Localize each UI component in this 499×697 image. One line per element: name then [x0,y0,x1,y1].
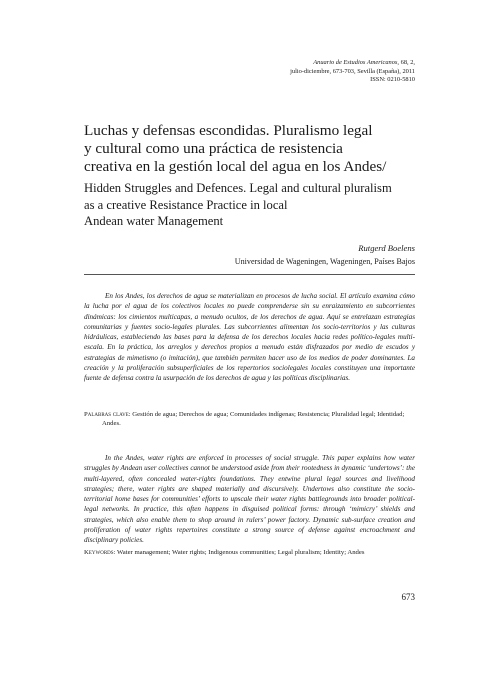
keywords-spanish-text: : Gestión de agua; Derechos de agua; Comunidades indígenas; Resistencia; Pluralidad legal; Identidad; Andes. [102,411,405,428]
journal-dates-pages: julio-diciembre, 673-703, Sevilla (España), 2011 [290,67,415,75]
keywords-english [84,548,415,557]
title-spanish-line: creativa en la gestión local del agua en los Andes/ [84,158,387,176]
journal-issn: ISSN: 0210-5810 [370,76,415,84]
journal-header [155,59,415,85]
page-number: 673 [401,592,415,602]
title-english-line: Hidden Struggles and Defences. Legal and cultural pluralism [84,181,392,195]
journal-volume-issue: , 68, 2, [397,59,415,66]
author-affiliation: Universidad de Wageningen, Wageningen, Países Bajos [234,257,415,266]
title-spanish-line: y cultural como una práctica de resistencia [84,140,343,158]
title-english [84,180,424,230]
journal-name: Anuario de Estudios Americanos [313,59,398,66]
title-english-line: Andean water Management [84,214,224,229]
title-spanish [84,122,424,177]
author-name: Rutgerd Boelens [358,243,415,253]
keywords-english-label: Keywords [84,549,114,556]
keywords-spanish-label: Palabras clave [84,411,129,418]
header-divider [84,274,415,275]
keywords-spanish [84,410,415,429]
abstract-english: In the Andes, water rights are enforced in processes of social struggle. This paper explains how water struggles by Andean user collectives cannot be understood aside from their rootedness in dynamic ‘undertows’: the multi-layered, often concealed water-rights foundations. They entwine plural legal sources and livelihood strategies; there, water rights are shaped materially and discursively. Undertows also constitute the socio-territorial home bases for communities’ efforts to upscale their water rights battlegrounds into broader political-legal networks. In practice, this often happens in disguised political forms: through ‘mimicry’ shields and strategies, which also enable them to shop around in rulers’ power factory. Dynamic sub-surface creation and proliferation of water rights repertoires constitute a strong source of defense against encroachment and disciplinary policies. [84,454,415,545]
keywords-english-text: : Water management; Water rights; Indigenous communities; Legal pluralism; Identity; Andes [113,549,365,556]
journal-citation-line [155,59,415,68]
title-spanish-line: Luchas y defensas escondidas. Pluralismo legal [84,122,373,139]
abstract-spanish: En los Andes, los derechos de agua se materializan en procesos de lucha social. El artículo examina cómo la lucha por el agua de los colectivos locales no puede comprenderse sin su enraizamiento en subcorrientes dinámicas: los cimientos multicapas, a menudo ocultos, de los derechos de agua. Aquí se entrelazan estrategias comunitarias y fuentes socio-legales plurales. Las subcorrientes alimentan los socio-territorios y las culturas hidráulicas, estableciendo las bases para la defensa de los derechos locales hacia redes político-legales multi-escala. En la práctica, los arreglos y derechos propios a menudo están disfrazados por medio de escudos y estrategias de mimetismo (o imitación), que también permiten hacer uso de los medios de poder dominantes. La creación y la proliferación subsuperficiales de los repertorios sociolegales locales constituyen una importante fuente de defensa contra la usurpación de los derechos de agua y las políticas disciplinarias. [84,292,415,383]
title-english-line: as a creative Resistance Practice in local [84,197,288,212]
